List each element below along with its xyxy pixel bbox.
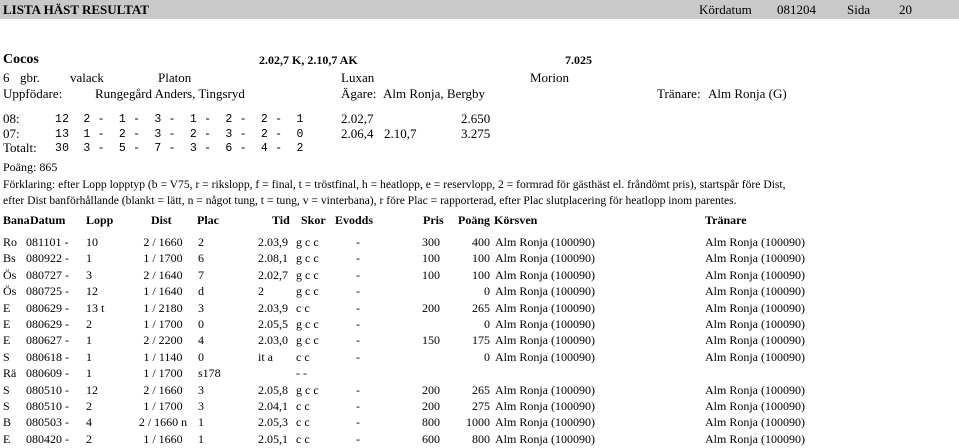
- cell-korsven: Alm Ronja (100090): [495, 317, 595, 331]
- cell-poang: 1000: [466, 415, 490, 430]
- cell-datum: 080618 -: [26, 349, 69, 364]
- cell-plac: d: [198, 284, 204, 299]
- stats-values-07: 13 1 - 2 - 3 - 2 - 3 - 2 - 0: [55, 128, 304, 141]
- stats-record-07: 2.06,4: [341, 126, 374, 141]
- cell-skor: g c c: [296, 382, 319, 397]
- cell-dist: 1 / 2180: [143, 300, 183, 315]
- cell-evodds: -: [356, 382, 360, 397]
- cell-plac: 1: [198, 431, 204, 446]
- cell-tranare: Alm Ronja (100090): [705, 415, 805, 430]
- cell-skor: c c: [296, 300, 310, 315]
- cell-datum: 080609 -: [26, 366, 69, 381]
- cell-tid: it a: [258, 349, 273, 364]
- horse-name: Cocos: [3, 52, 39, 67]
- trainer-value: Alm Ronja (G): [708, 86, 787, 101]
- stats-money-08: 2.650: [461, 111, 491, 126]
- cell-skor: g c c: [296, 251, 319, 266]
- cell-lopp: 4: [86, 415, 92, 430]
- cell-datum: 080629 -: [26, 317, 69, 331]
- cell-poang: 100: [472, 267, 490, 282]
- cell-datum: 081101 -: [26, 235, 69, 249]
- sida-value: 20: [899, 2, 912, 17]
- cell-poang: 265: [472, 382, 490, 397]
- stats-record-08: 2.02,7: [341, 111, 374, 126]
- cell-datum: 080727 -: [26, 267, 69, 282]
- stats-label-08: 08:: [3, 111, 20, 126]
- sida-label: Sida: [847, 2, 871, 17]
- cell-dist: 1 / 1700: [143, 399, 183, 413]
- cell-datum: 080503 -: [26, 415, 69, 430]
- trainer-label: Tränare:: [657, 86, 701, 101]
- cell-tid: 2.05,3: [258, 415, 288, 430]
- cell-poang: 0: [484, 349, 490, 364]
- cell-evodds: -: [356, 251, 360, 266]
- cell-plac: 0: [198, 317, 204, 331]
- col-tranare: Tränare: [705, 213, 747, 227]
- cell-evodds: -: [356, 317, 360, 331]
- cell-evodds: -: [356, 415, 360, 430]
- cell-tranare: Alm Ronja (100090): [705, 431, 805, 446]
- cell-bana: E: [3, 333, 11, 348]
- cell-plac: 3: [198, 382, 204, 397]
- cell-korsven: Alm Ronja (100090): [495, 415, 595, 430]
- cell-tid: 2.05,8: [258, 382, 288, 397]
- cell-bana: S: [3, 382, 10, 397]
- cell-skor: g c c: [296, 267, 319, 282]
- explanation-line-1: Förklaring: efter Lopp lopptyp (b = V75, r = rikslopp, f = final, t = tröstfinal, h = heatlopp, e = reservlopp, 2 = formrad för gästhäst el. fråndömt pris), startspår före Dist,: [3, 178, 786, 191]
- cell-tid: 2.05,5: [258, 317, 288, 331]
- horse-damsire: Morion: [530, 70, 569, 85]
- cell-bana: B: [3, 415, 12, 430]
- col-bana: Bana: [3, 213, 30, 227]
- cell-dist: 2 / 1660 n: [138, 415, 188, 430]
- owner-value: Alm Ronja, Bergby: [383, 86, 485, 101]
- cell-skor: c c: [296, 415, 310, 430]
- cell-bana: S: [3, 349, 10, 364]
- cell-dist: 1 / 1140: [143, 349, 183, 364]
- cell-tranare: Alm Ronja (100090): [705, 399, 805, 413]
- col-tid: Tid: [272, 213, 290, 227]
- cell-tid: 2.05,1: [258, 431, 288, 446]
- cell-pris: 800: [422, 415, 440, 430]
- cell-tid: 2.03,9: [258, 300, 288, 315]
- col-korsven: Körsven: [494, 213, 538, 227]
- cell-dist: 1 / 1700: [143, 317, 183, 331]
- col-datum: Datum: [30, 213, 66, 227]
- cell-bana: Rä: [3, 366, 17, 381]
- cell-bana: Ös: [3, 284, 17, 299]
- cell-poang: 175: [472, 333, 490, 348]
- cell-lopp: 2: [86, 431, 92, 446]
- col-skor: Skor: [301, 213, 326, 227]
- cell-plac: 7: [198, 267, 204, 282]
- cell-evodds: -: [356, 267, 360, 282]
- poang-total: Poäng: 865: [3, 160, 58, 174]
- cell-tranare: Alm Ronja (100090): [705, 251, 805, 266]
- cell-korsven: Alm Ronja (100090): [495, 235, 595, 249]
- cell-evodds: -: [356, 235, 360, 249]
- cell-poang: 265: [472, 300, 490, 315]
- cell-lopp: 1: [86, 333, 92, 348]
- stats-label-total: Totalt:: [3, 140, 37, 155]
- cell-skor: c c: [296, 399, 310, 413]
- cell-lopp: 2: [86, 399, 92, 413]
- cell-plac: 4: [198, 333, 204, 348]
- horse-type: valack: [70, 70, 104, 85]
- cell-tranare: Alm Ronja (100090): [705, 349, 805, 364]
- cell-lopp: 1: [86, 251, 92, 266]
- cell-dist: 2 / 1660: [143, 235, 183, 249]
- cell-poang: 800: [472, 431, 490, 446]
- cell-tid: 2.03,0: [258, 333, 288, 348]
- cell-skor: g c c: [296, 317, 319, 331]
- cell-poang: 400: [472, 235, 490, 249]
- cell-plac: 6: [198, 251, 204, 266]
- cell-pris: 200: [422, 382, 440, 397]
- cell-korsven: Alm Ronja (100090): [495, 382, 595, 397]
- cell-tranare: Alm Ronja (100090): [705, 284, 805, 299]
- cell-poang: 0: [484, 317, 490, 331]
- cell-datum: 080922 -: [26, 251, 69, 266]
- cell-tranare: Alm Ronja (100090): [705, 235, 805, 249]
- cell-datum: 080725 -: [26, 284, 69, 299]
- cell-dist: 1 / 1640: [143, 284, 183, 299]
- cell-lopp: 1: [86, 349, 92, 364]
- cell-tranare: Alm Ronja (100090): [705, 267, 805, 282]
- cell-bana: S: [3, 399, 10, 413]
- cell-pris: 100: [422, 267, 440, 282]
- horse-dam: Luxan: [341, 70, 375, 85]
- explanation-line-2: efter Dist banförhållande (blankt = lätt, n = något tung, t = tung, v = vinterbana), r före Plac = rapporterad, efter Plac slutplacering för heatlopp inom parentes.: [3, 194, 737, 207]
- cell-korsven: Alm Ronja (100090): [495, 349, 595, 364]
- cell-plac: 0: [198, 349, 204, 364]
- cell-skor: g c c: [296, 284, 319, 299]
- cell-dist: 2 / 2200: [143, 333, 183, 348]
- cell-dist: 2 / 1660: [143, 382, 183, 397]
- cell-skor: c c: [296, 349, 310, 364]
- cell-bana: Ro: [3, 235, 18, 249]
- cell-poang: 275: [472, 399, 490, 413]
- cell-plac: 3: [198, 300, 204, 315]
- cell-tranare: Alm Ronja (100090): [705, 300, 805, 315]
- cell-tranare: Alm Ronja (100090): [705, 382, 805, 397]
- cell-skor: c c: [296, 431, 310, 446]
- cell-dist: 2 / 1640: [143, 267, 183, 282]
- col-plac: Plac: [197, 213, 219, 227]
- kordatum-value: 081204: [777, 2, 816, 17]
- col-poang: Poäng: [458, 213, 491, 227]
- cell-pris: 600: [422, 431, 440, 446]
- cell-evodds: -: [356, 333, 360, 348]
- cell-bana: Bs: [3, 251, 16, 266]
- cell-korsven: Alm Ronja (100090): [495, 399, 595, 413]
- cell-plac: 3: [198, 399, 204, 413]
- cell-evodds: -: [356, 300, 360, 315]
- cell-datum: 080629 -: [26, 300, 69, 315]
- cell-pris: 300: [422, 235, 440, 249]
- breeder-value: Rungegård Anders, Tingsryd: [95, 86, 245, 101]
- cell-dist: 1 / 1700: [143, 251, 183, 266]
- cell-evodds: -: [356, 399, 360, 413]
- cell-poang: 0: [484, 284, 490, 299]
- cell-bana: E: [3, 317, 11, 331]
- cell-korsven: Alm Ronja (100090): [495, 333, 595, 348]
- cell-korsven: Alm Ronja (100090): [495, 251, 595, 266]
- horse-sum: 7.025: [565, 53, 592, 67]
- cell-korsven: Alm Ronja (100090): [495, 300, 595, 315]
- breeder-label: Uppfödare:: [3, 86, 63, 101]
- cell-lopp: 12: [86, 382, 98, 397]
- cell-bana: E: [3, 300, 11, 315]
- cell-lopp: 2: [86, 317, 92, 331]
- cell-datum: 080420 -: [26, 431, 69, 446]
- cell-lopp: 12: [86, 284, 98, 299]
- cell-pris: 200: [422, 300, 440, 315]
- cell-poang: 100: [472, 251, 490, 266]
- cell-tid: 2.03,9: [258, 235, 288, 249]
- cell-tid: 2.08,1: [258, 251, 288, 266]
- cell-plac: 2: [198, 235, 204, 249]
- cell-bana: Ös: [3, 267, 17, 282]
- cell-datum: 080510 -: [26, 382, 69, 397]
- cell-tid: 2.04,1: [258, 399, 288, 413]
- cell-skor: - -: [296, 366, 307, 381]
- stats-values-total: 30 3 - 5 - 7 - 3 - 6 - 4 - 2: [55, 142, 304, 155]
- cell-evodds: -: [356, 431, 360, 446]
- cell-evodds: -: [356, 284, 360, 299]
- stats-label-07: 07:: [3, 126, 20, 141]
- stats-record2-07: 2.10,7: [384, 126, 417, 141]
- cell-pris: 150: [422, 333, 440, 348]
- cell-tranare: Alm Ronja (100090): [705, 317, 805, 331]
- cell-dist: 1 / 1700: [143, 366, 183, 381]
- cell-lopp: 13 t: [86, 300, 105, 315]
- col-evodds: Evodds: [335, 213, 374, 227]
- cell-datum: 080627 -: [26, 333, 69, 348]
- horse-records: 2.02,7 K, 2.10,7 AK: [259, 53, 358, 67]
- cell-lopp: 3: [86, 267, 92, 282]
- cell-evodds: -: [356, 349, 360, 364]
- stats-values-08: 12 2 - 1 - 3 - 1 - 2 - 2 - 1: [55, 113, 304, 126]
- cell-dist: 1 / 1660: [143, 431, 183, 446]
- cell-skor: g c c: [296, 333, 319, 348]
- cell-korsven: Alm Ronja (100090): [495, 284, 595, 299]
- cell-tid: 2.02,7: [258, 267, 288, 282]
- col-dist: Dist: [151, 213, 172, 227]
- horse-gender: gbr.: [20, 70, 40, 85]
- cell-korsven: Alm Ronja (100090): [495, 267, 595, 282]
- cell-bana: E: [3, 431, 11, 446]
- horse-sire: Platon: [158, 70, 192, 85]
- cell-lopp: 1: [86, 366, 92, 381]
- owner-label: Ägare:: [341, 86, 377, 101]
- cell-datum: 080510 -: [26, 399, 69, 413]
- cell-skor: g c c: [296, 235, 319, 249]
- col-lopp: Lopp: [86, 213, 114, 227]
- cell-pris: 100: [422, 251, 440, 266]
- cell-korsven: Alm Ronja (100090): [495, 431, 595, 446]
- report-title: LISTA HÄST RESULTAT: [3, 2, 149, 17]
- col-pris: Pris: [423, 213, 444, 227]
- horse-age: 6: [3, 70, 10, 85]
- cell-lopp: 10: [86, 235, 98, 249]
- cell-plac: 1: [198, 415, 204, 430]
- kordatum-label: Kördatum: [699, 2, 752, 17]
- cell-pris: 200: [422, 399, 440, 413]
- stats-money-07: 3.275: [461, 126, 491, 141]
- cell-plac: s178: [198, 366, 221, 381]
- cell-tranare: Alm Ronja (100090): [705, 333, 805, 348]
- cell-tid: 2: [258, 284, 264, 299]
